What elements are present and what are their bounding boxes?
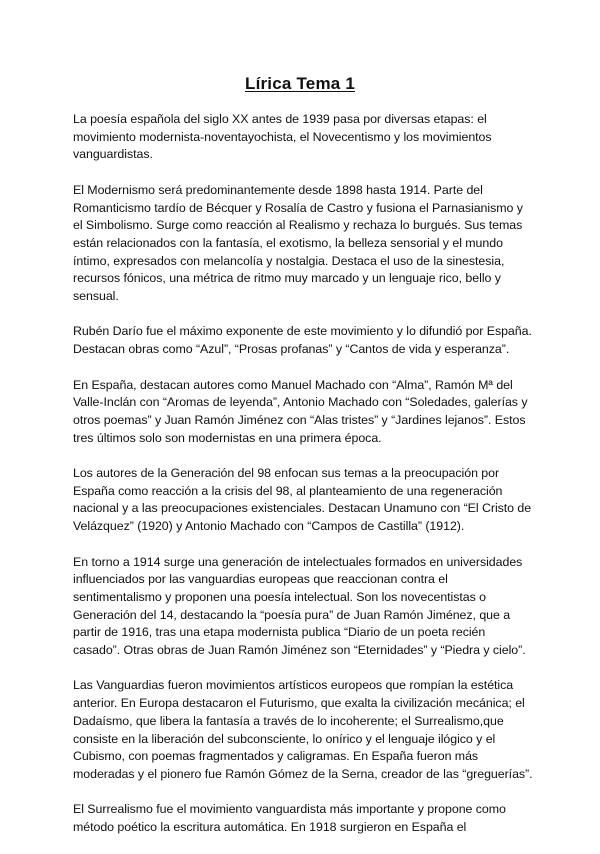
document-title: Lírica Tema 1 <box>244 74 355 93</box>
paragraph-novecentismo: En torno a 1914 surge una generación de intelectuales formados en universidades influenciados por las vanguardias europeas que reaccionan contra el sentimentalismo y proponen una poesía intelectual. Son los novecentistas o Generación del 14, destacando la “poesía pura” de Juan Ramón Jiménez, que a partir de 1916, tras una etapa modernista publica “Diario de un poeta recién casado”. Otras obras de Juan Ramón Jiménez son “Eternidades” y “Piedra y cielo”. <box>73 554 526 658</box>
paragraph-surrealismo: El Surrealismo fue el movimiento vanguardista más importante y propone como método poético la escritura automática. En 1918 surgieron en España el <box>73 802 506 835</box>
document-body <box>73 111 533 854</box>
paragraph-ruben-dario: Rubén Darío fue el máximo exponente de este movimiento y lo difundió por España. Destacan obras como “Azul”, “Prosas profanas” y “Cantos de vida y esperanza”. <box>73 324 532 357</box>
paragraph-vanguardias: Las Vanguardias fueron movimientos artísticos europeos que rompían la estética anterior. En Europa destacaron el Futurismo, que exalta la civilización mecánica; el Dadaísmo, que libera la fantasía a través de lo incoherente; el Surrealismo,que consiste en la liberación del subconsciente, lo onírico y el lenguaje ilógico y el Cubismo, con poemas fragmentados y caligramas. En España fueron más moderadas y el pionero fue Ramón Gómez de la Serna, creador de las “greguerías”. <box>73 678 533 781</box>
paragraph-autores-espana: En España, destacan autores como Manuel Machado con “Alma”, Ramón Mª del Valle-Inclán con “Aromas de leyenda”, Antonio Machado con “Soledades, galerías y otros poemas” y Juan Ramón Jiménez con “Alas tristes” y “Jardines lejanos”. Estos tres últimos solo son modernistas en una primera época. <box>73 377 528 445</box>
paragraph-generacion-98: Los autores de la Generación del 98 enfocan sus temas a la preocupación por España como reacción a la crisis del 98, al planteamiento de una regeneración nacional y a las preocupaciones existenciales. Destacan Unamuno con “El Cristo de Velázquez” (1920) y Antonio Machado con “Campos de Castilla” (1912). <box>73 466 532 534</box>
paragraph-intro: La poesía española del siglo XX antes de 1939 pasa por diversas etapas: el movimiento modernista-noventayochista, el Novecentismo y los movimientos vanguardistas. <box>73 112 492 162</box>
paragraph-modernismo: El Modernismo será predominantemente desde 1898 hasta 1914. Parte del Romanticismo tardío de Bécquer y Rosalía de Castro y fusiona el Parnasianismo y el Simbolismo. Surge como reacción al Realismo y rechaza lo burgués. Sus temas están relacionados con la fantasía, el exotismo, la belleza sensorial y el mundo íntimo, expresados con melancolía y nostalgia. Destaca el uso de la sinestesia, recursos fónicos, una métrica de ritmo muy marcado y un lenguaje rico, bello y sensual. <box>73 182 523 304</box>
